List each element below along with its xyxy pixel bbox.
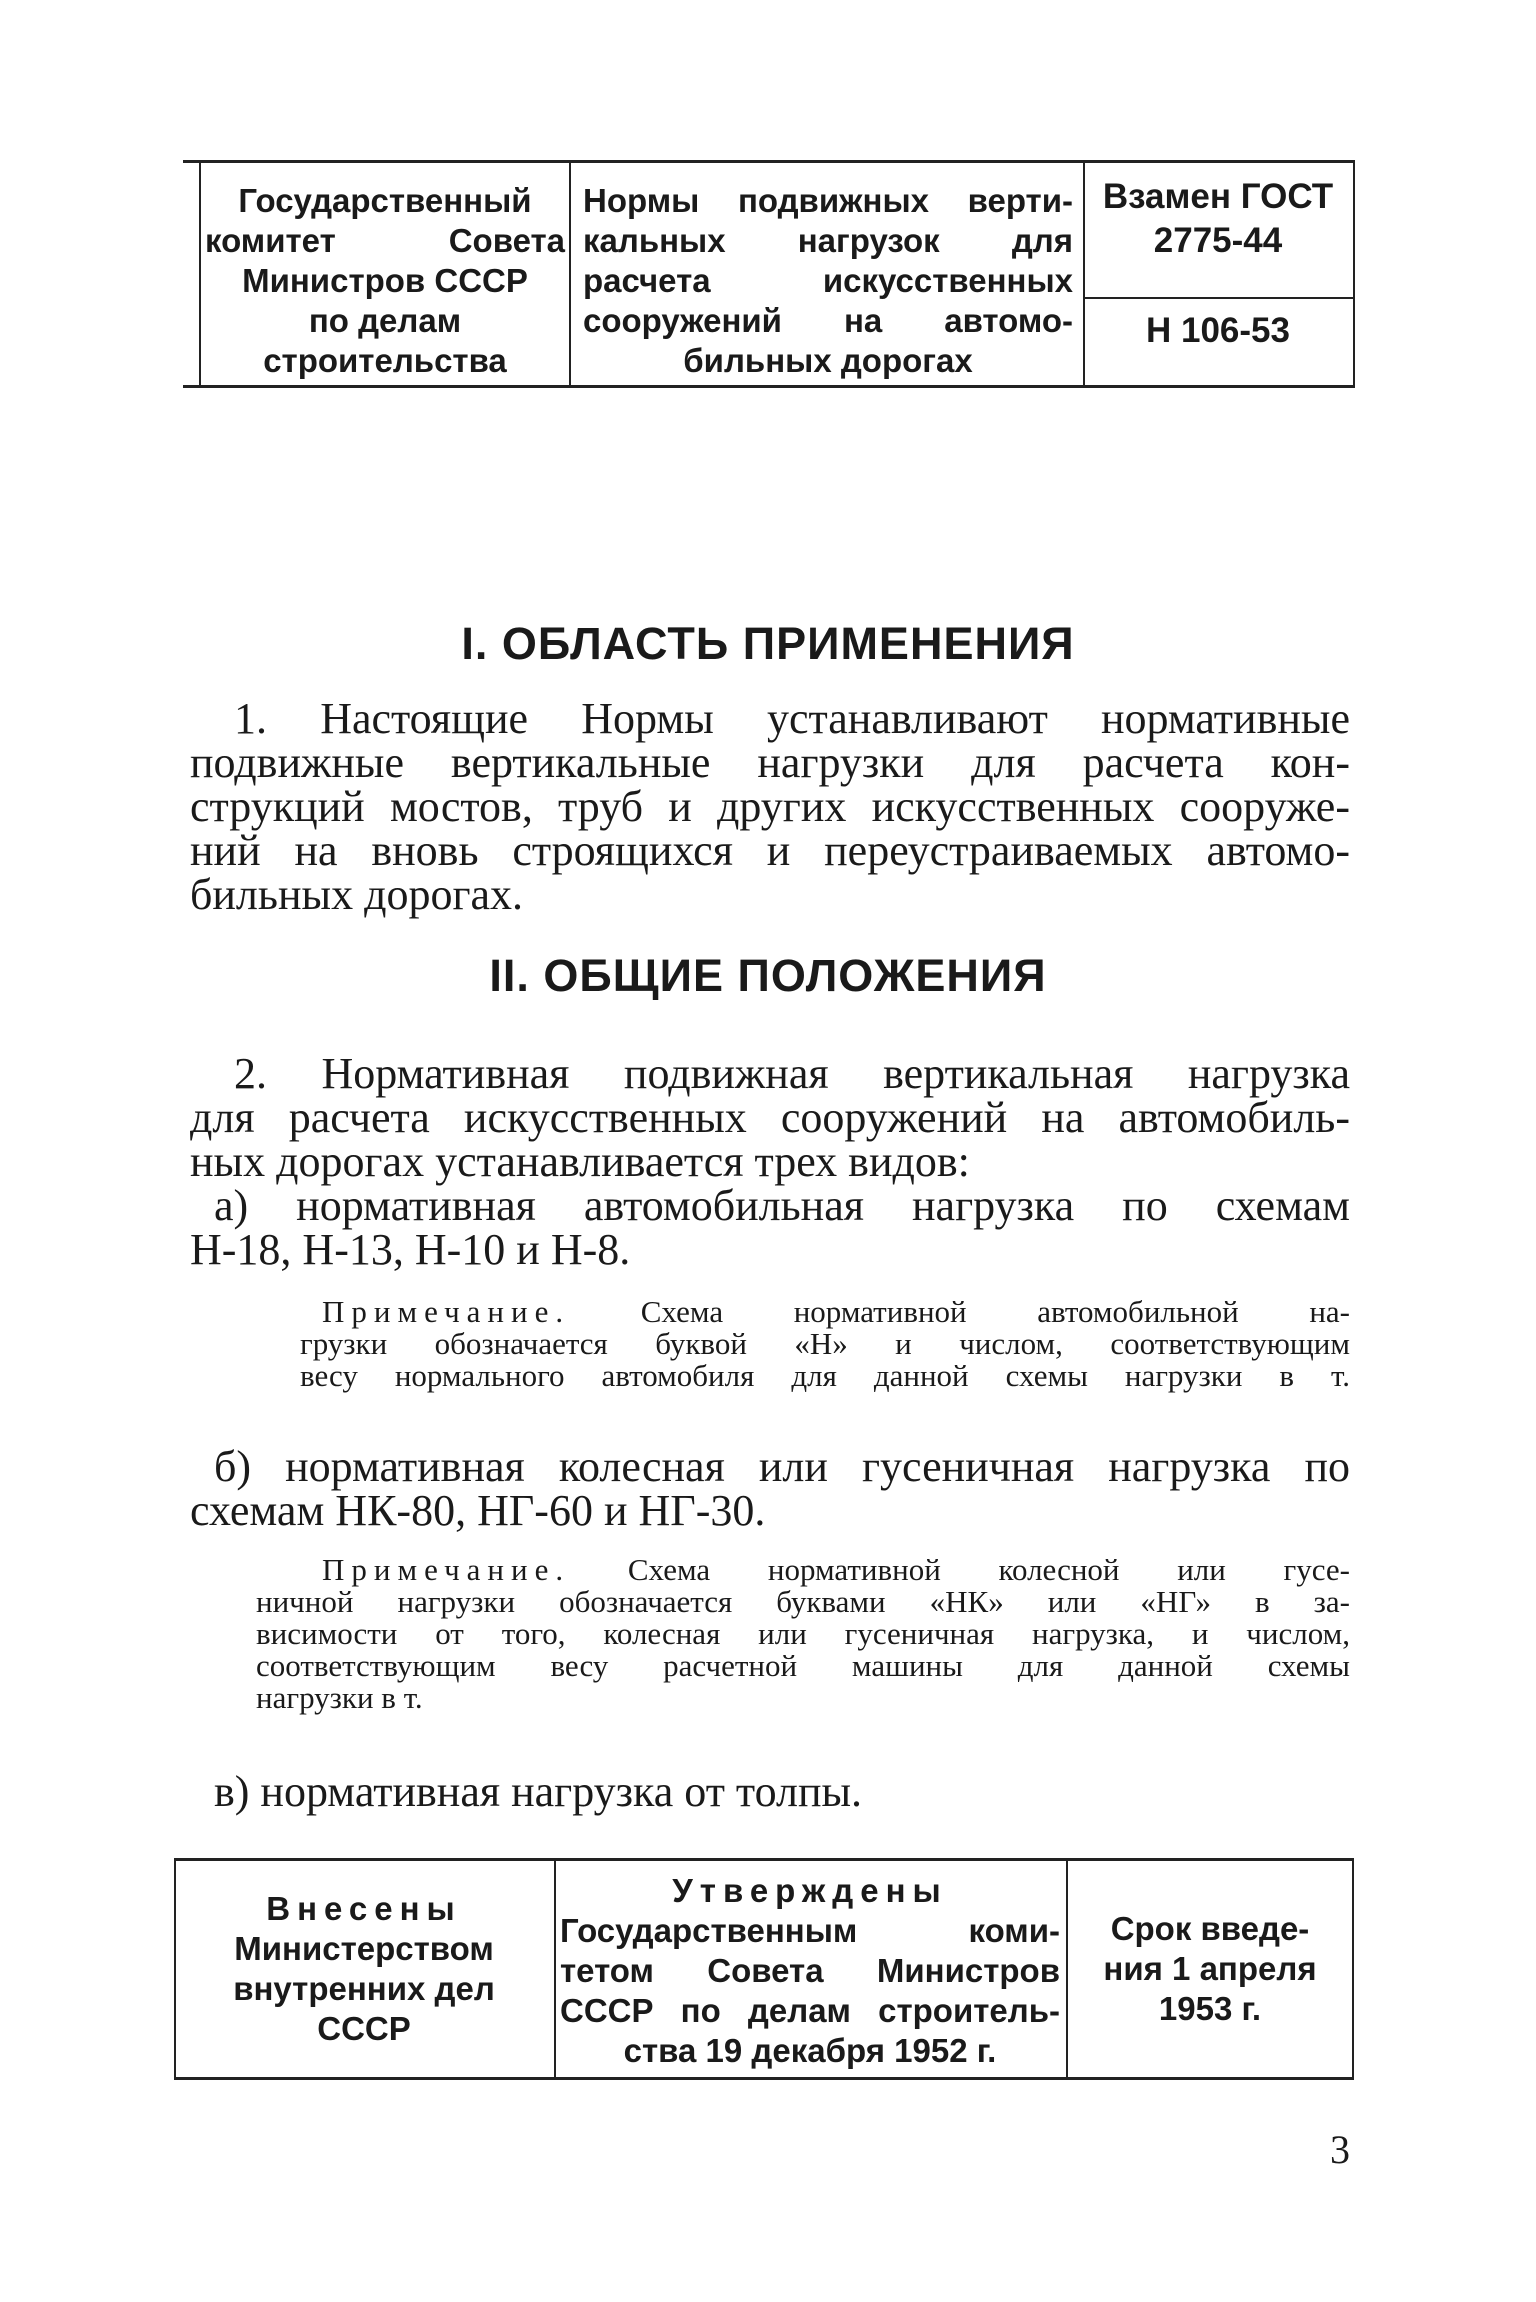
footer-approved [560, 1871, 1060, 2071]
header-title-line: расчета искусственных [583, 262, 1073, 299]
footer-line: Государственным коми- [560, 1912, 1060, 1949]
item-c [190, 1767, 1350, 1816]
header-replaces-line: 2775-44 [1153, 221, 1283, 260]
footer-line: Министерством [234, 1930, 494, 1967]
note-line: весу нормального автомобиля для данной схемы нагрузки в т. [300, 1358, 1350, 1393]
footer-submitted [174, 1889, 554, 2049]
text-line: бильных дорогах. [190, 870, 524, 919]
footer-divider [1352, 1861, 1354, 2077]
section-heading: II. ОБЩИЕ ПОЛОЖЕНИЯ [489, 950, 1047, 1001]
section-heading: I. ОБЛАСТЬ ПРИМЕНЕНИЯ [461, 618, 1075, 669]
header-issuer-line: строительства [263, 342, 507, 379]
note-line: соответствующим весу расчетной машины для данной схемы [256, 1648, 1350, 1683]
footer-line: 1953 г. [1158, 1990, 1262, 2027]
header-title-line: Нормы подвижных верти- [583, 182, 1073, 219]
note-2 [256, 1552, 1350, 1715]
text-line: а) нормативная автомобильная нагрузка по схемам [214, 1181, 1350, 1230]
note-line: ничной нагрузки обозначается буквами «НК» или «НГ» в за- [256, 1584, 1350, 1619]
note-line: грузки обозначается буквой «Н» и числом, соответствующим [300, 1326, 1350, 1361]
note-line [322, 1296, 1350, 1328]
note-text: Схема нормативной колесной или гусе- [627, 1552, 1350, 1587]
header-divider [199, 160, 201, 388]
text-line: струкций мостов, труб и других искусственных сооруже- [190, 782, 1350, 831]
note-label: Примечание. [322, 1294, 571, 1329]
paragraph-1 [190, 694, 1350, 919]
page-number: 3 [1330, 2127, 1350, 2172]
text-line: в) нормативная нагрузка от толпы. [214, 1767, 863, 1816]
text-line: подвижные вертикальные нагрузки для расчета кон- [190, 738, 1350, 787]
header-divider [569, 160, 571, 388]
footer-divider [554, 1861, 556, 2077]
text-line: для расчета искусственных сооружений на автомобиль- [190, 1093, 1350, 1142]
note-label: Примечание. [322, 1552, 571, 1587]
text-line: Н-18, Н-13, Н-10 и Н-8. [190, 1225, 631, 1274]
footer-table [174, 1858, 1354, 2080]
text-line: 1. Настоящие Нормы устанавливают нормативные [234, 694, 1350, 743]
header-title-line: бильных дорогах [683, 342, 973, 379]
header-issuer-line: по делам [308, 302, 462, 339]
note-text: Схема нормативной автомобильной на- [640, 1294, 1350, 1329]
header-title-line: кальных нагрузок для [583, 222, 1073, 259]
footer-line: тетом Совета Министров [560, 1952, 1060, 1989]
header-issuer-line: Государственный [238, 182, 532, 219]
footer-line: СССР [317, 2010, 411, 2047]
footer-line: внутренних дел [233, 1970, 495, 2007]
footer-line: Внесены [266, 1890, 462, 1927]
note-line: висимости от того, колесная или гусеничная нагрузка, и числом, [256, 1616, 1350, 1651]
footer-line: Срок введе- [1110, 1910, 1310, 1947]
footer-line: ства 19 декабря 1952 г. [623, 2032, 997, 2069]
header-replaces [1083, 175, 1353, 263]
paragraph-2 [190, 1049, 1350, 1274]
footer-line: Утверждены [672, 1872, 948, 1909]
text-line: схемам НК-80, НГ-60 и НГ-30. [190, 1486, 766, 1535]
header-issuer-line: Министров СССР [242, 262, 528, 299]
text-line: ных дорогах устанавливается трех видов: [190, 1137, 970, 1186]
footer-effective-date [1068, 1909, 1352, 2029]
header-title-line: сооружений на автомо- [583, 302, 1073, 339]
header-replacement [1083, 163, 1353, 385]
header-divider [1353, 160, 1355, 388]
header-document-title [583, 181, 1073, 379]
text-line: б) нормативная колесная или гусеничная нагрузка по [214, 1442, 1350, 1491]
note-1 [300, 1294, 1350, 1393]
header-code: Н 106-53 [1146, 311, 1290, 350]
note-line [322, 1554, 1350, 1586]
text-line: 2. Нормативная подвижная вертикальная нагрузка [234, 1049, 1350, 1098]
footer-line: ния 1 апреля [1103, 1950, 1317, 1987]
header-issuer [205, 181, 565, 379]
item-b [190, 1442, 1350, 1535]
header-issuer-line: комитет Совета [205, 222, 565, 259]
footer-line: СССР по делам строитель- [560, 1992, 1060, 2029]
header-table [183, 160, 1355, 388]
note-line: нагрузки в т. [256, 1680, 423, 1715]
header-replaces-line: Взамен ГОСТ [1102, 177, 1334, 216]
text-line: ний на вновь строящихся и переустраиваемых автомо- [190, 826, 1350, 875]
